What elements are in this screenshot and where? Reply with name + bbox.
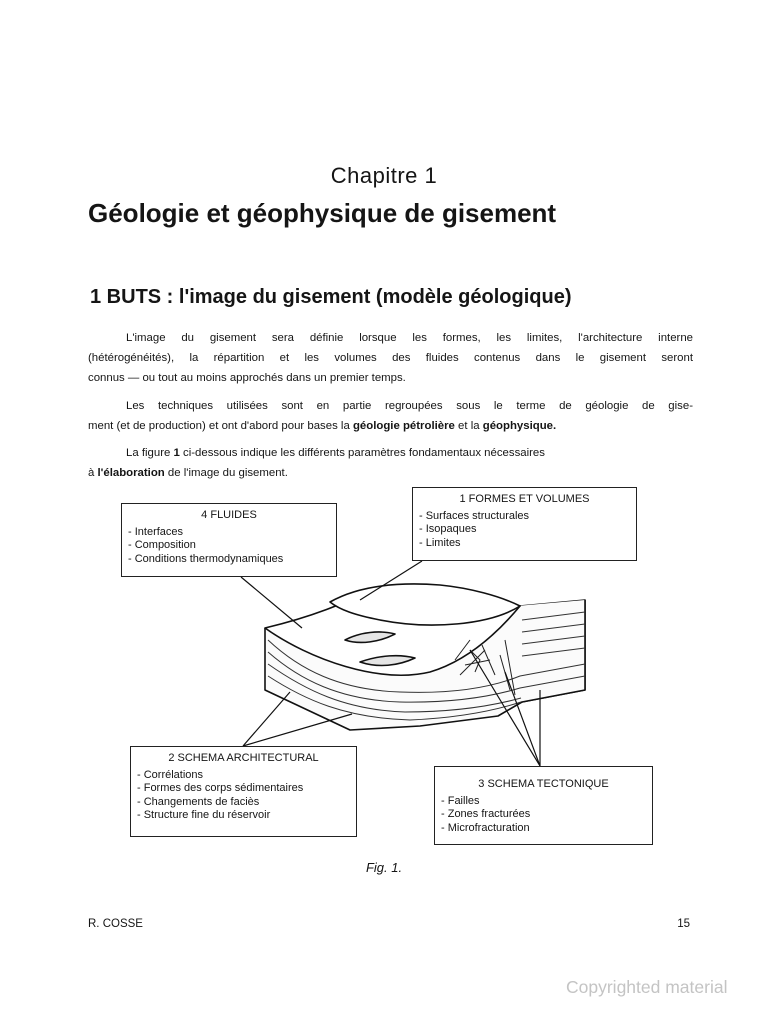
box-item: - Microfracturation	[441, 821, 530, 834]
box-item: - Interfaces	[128, 525, 184, 538]
callout-line	[243, 692, 290, 746]
paragraph-line: Les techniques utilisées sont en partie regroupées sous le terme de géologie de gise-	[126, 400, 693, 412]
figure-caption: Fig. 1.	[365, 860, 403, 875]
text-run: ci-dessous indique les différents paramètres fondamentaux nécessaires	[179, 447, 545, 459]
bold-term-elaboration: l'élaboration	[97, 467, 165, 479]
callout-line	[241, 577, 302, 628]
section-heading: 1 BUTS : l'image du gisement (modèle géologique)	[90, 286, 572, 308]
footer-author: R. COSSE	[88, 918, 143, 930]
box-item: - Changements de faciès	[137, 795, 260, 808]
text-run: et la	[454, 420, 483, 432]
box-item: - Limites	[419, 536, 461, 549]
fluides-box	[121, 503, 337, 577]
box-title: 3 SCHEMA TECTONIQUE	[478, 778, 609, 790]
box-item: - Surfaces structurales	[419, 509, 530, 522]
text-run: à	[88, 467, 98, 479]
copyright-watermark: Copyrighted material	[566, 977, 728, 997]
bold-term-geologie-petroliere: géologie pétrolière	[352, 420, 455, 432]
chapter-title: Géologie et géophysique de gisement	[88, 198, 557, 228]
box-item: - Structure fine du réservoir	[137, 809, 271, 821]
text-run: ment (et de production) et ont d'abord pour bases la	[88, 420, 353, 432]
box-item: - Failles	[441, 794, 480, 807]
box-item: - Conditions thermodynamiques	[128, 552, 284, 565]
box-item: - Zones fracturées	[441, 808, 531, 820]
bold-term-geophysique: géophysique.	[482, 420, 557, 432]
box-item: - Composition	[128, 539, 196, 551]
page-number: 15	[677, 918, 690, 930]
paragraph-line: connus — ou tout au moins approchés dans un premier temps.	[88, 372, 406, 384]
text-run: de l'image du gisement.	[164, 467, 288, 479]
box-item: - Isopaques	[419, 523, 477, 535]
box-title: 4 FLUIDES	[201, 509, 257, 521]
box-item: - Corrélations	[137, 768, 204, 781]
paragraph-line: (hétérogénéités), la répartition et les volumes des fluides contenus dans le gisement seront	[88, 352, 693, 364]
box-title: 1 FORMES ET VOLUMES	[459, 493, 590, 505]
box-title: 2 SCHEMA ARCHITECTURAL	[168, 752, 319, 764]
callout-line	[243, 714, 352, 746]
text-run: La figure	[126, 447, 174, 459]
box-item: - Formes des corps sédimentaires	[137, 782, 304, 794]
chapter-label: Chapitre 1	[330, 163, 438, 188]
schema-tectonique-box	[434, 766, 653, 845]
paragraph-line: L'image du gisement sera définie lorsque les formes, les limites, l'architecture interne	[126, 332, 693, 344]
bold-figure-number: 1	[173, 447, 180, 459]
schema-architectural-box	[130, 746, 357, 837]
formes-volumes-box	[412, 487, 637, 561]
